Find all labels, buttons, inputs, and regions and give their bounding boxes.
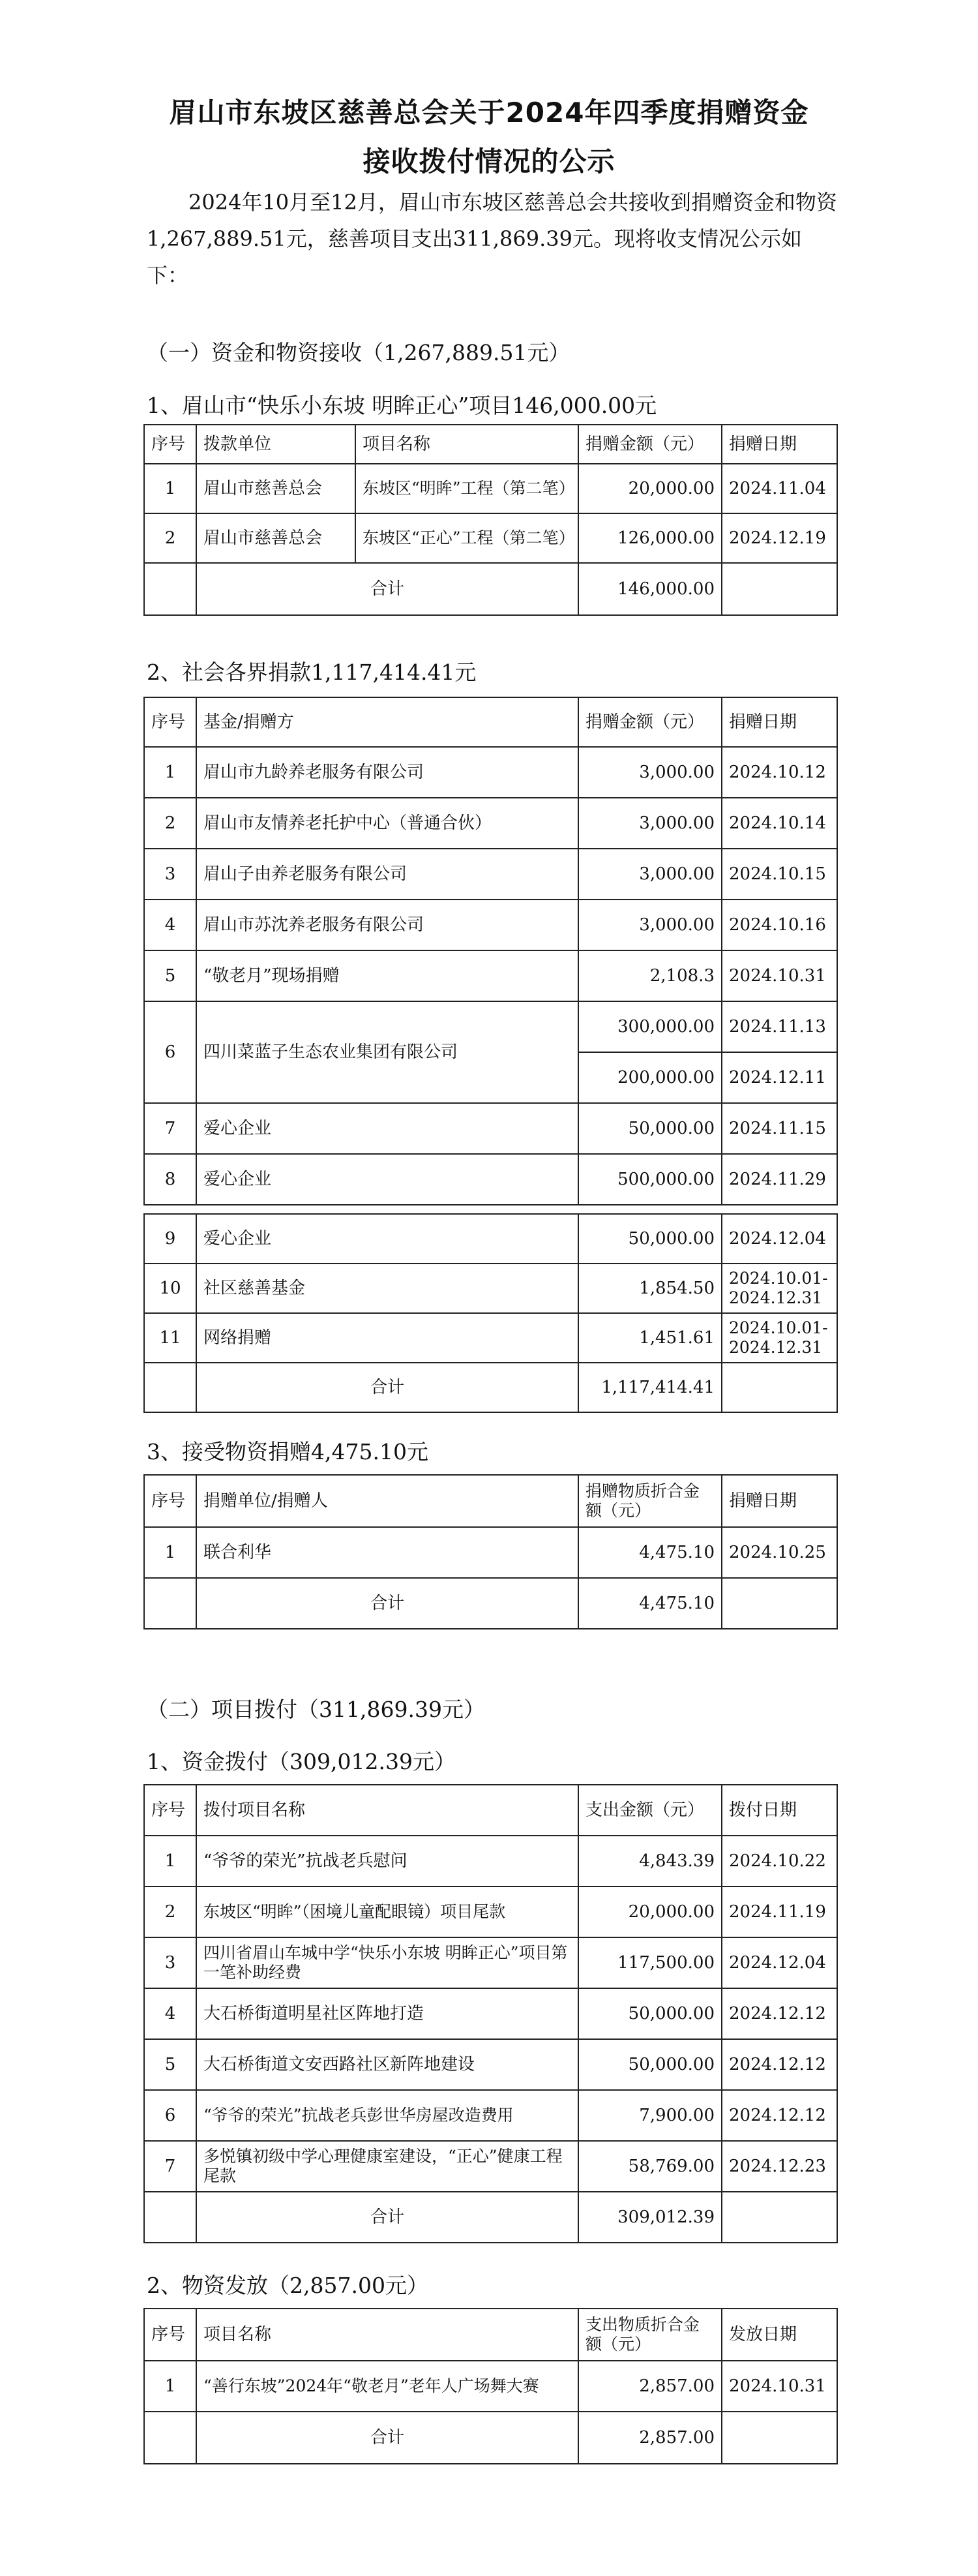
total-label: 合计 — [196, 1578, 578, 1629]
table-header-row — [144, 1785, 837, 1836]
donor-name: “敬老月”现场捐赠 — [196, 950, 578, 1001]
disbursement-date: 2024.12.12 — [722, 1988, 837, 2039]
header-cell: 支出物质折合金额（元） — [578, 2309, 722, 2361]
donor-name: 联合利华 — [196, 1527, 578, 1578]
table-header-row — [144, 1475, 837, 1527]
row-number: 9 — [144, 1214, 196, 1264]
expense-amount: 20,000.00 — [578, 1887, 722, 1937]
row-number: 1 — [144, 747, 196, 798]
funding-unit: 眉山市慈善总会 — [196, 464, 355, 513]
project-name: 东坡区“明眸”工程（第二笔） — [355, 464, 578, 513]
public-donations-table — [143, 697, 838, 1205]
donation-amount: 200,000.00 — [578, 1052, 722, 1103]
disbursement-date: 2024.12.12 — [722, 2090, 837, 2141]
total-row — [144, 2412, 837, 2464]
donation-amount: 20,000.00 — [578, 464, 722, 513]
fund-disbursement-table — [143, 1784, 838, 2243]
intro-paragraph: 2024年10月至12月，眉山市东坡区慈善总会共接收到捐赠资金和物资1,267,889.51元，慈善项目支出311,869.39元。现将收支情况公示如下： — [147, 190, 837, 288]
table-row — [144, 1988, 837, 2039]
material-distribution-table — [143, 2308, 838, 2464]
row-number: 8 — [144, 1154, 196, 1205]
row-number: 3 — [144, 849, 196, 900]
disbursement-project: “爷爷的荣光”抗战老兵彭世华房屋改造费用 — [196, 2090, 578, 2141]
total-label: 合计 — [196, 2192, 578, 2243]
row-number: 5 — [144, 2039, 196, 2090]
project-funding-table — [143, 424, 838, 616]
donation-date: 2024.11.04 — [722, 464, 837, 513]
distribution-date: 2024.10.31 — [722, 2361, 837, 2412]
donor-name: 四川菜蓝子生态农业集团有限公司 — [196, 1001, 578, 1103]
header-cell: 捐赠物质折合金额（元） — [578, 1475, 722, 1527]
header-cell: 捐赠日期 — [722, 697, 837, 747]
table-row — [144, 1836, 837, 1887]
table-header-row — [144, 425, 837, 464]
row-number: 2 — [144, 798, 196, 849]
donation-date: 2024.10.01-2024.12.31 — [722, 1313, 837, 1363]
header-cell: 序号 — [144, 425, 196, 464]
donation-date: 2024.12.11 — [722, 1052, 837, 1103]
row-number: 11 — [144, 1313, 196, 1363]
header-cell: 捐赠金额（元） — [578, 697, 722, 747]
funding-unit: 眉山市慈善总会 — [196, 513, 355, 563]
total-row — [144, 1363, 837, 1412]
row-number: 1 — [144, 2361, 196, 2412]
donation-amount: 300,000.00 — [578, 1001, 722, 1052]
donation-date: 2024.11.29 — [722, 1154, 837, 1205]
donation-amount: 126,000.00 — [578, 513, 722, 563]
row-number: 10 — [144, 1264, 196, 1313]
table-row — [144, 1527, 837, 1578]
disbursement-date: 2024.12.04 — [722, 1937, 837, 1988]
total-amount: 1,117,414.41 — [578, 1363, 722, 1412]
expense-amount: 7,900.00 — [578, 2090, 722, 2141]
project-name: “善行东坡”2024年“敬老月”老年人广场舞大赛 — [196, 2361, 578, 2412]
table-header-row — [144, 697, 837, 747]
table-row — [144, 900, 837, 950]
donation-amount: 50,000.00 — [578, 1103, 722, 1154]
disbursement-date: 2024.10.22 — [722, 1836, 837, 1887]
donation-amount: 2,108.3 — [578, 950, 722, 1001]
row-number: 7 — [144, 2141, 196, 2192]
disbursement-project: 东坡区“明眸”（困境儿童配眼镜）项目尾款 — [196, 1887, 578, 1937]
donor-name: 网络捐赠 — [196, 1313, 578, 1363]
donation-date: 2024.10.25 — [722, 1527, 837, 1578]
donation-amount: 500,000.00 — [578, 1154, 722, 1205]
donor-name: 爱心企业 — [196, 1154, 578, 1205]
header-cell: 捐赠日期 — [722, 1475, 837, 1527]
header-cell: 基金/捐赠方 — [196, 697, 578, 747]
donation-amount: 3,000.00 — [578, 849, 722, 900]
row-number: 1 — [144, 1836, 196, 1887]
total-row — [144, 563, 837, 615]
donation-date: 2024.10.12 — [722, 747, 837, 798]
header-cell: 序号 — [144, 1475, 196, 1527]
table-row — [144, 1214, 837, 1264]
disbursement-date: 2024.12.12 — [722, 2039, 837, 2090]
table-header-row — [144, 2309, 837, 2361]
disbursement-project: “爷爷的荣光”抗战老兵慰问 — [196, 1836, 578, 1887]
expense-amount: 117,500.00 — [578, 1937, 722, 1988]
table-row — [144, 2090, 837, 2141]
donation-date: 2024.10.15 — [722, 849, 837, 900]
header-cell: 序号 — [144, 1785, 196, 1836]
section-1-sub-2-heading: 2、社会各界捐款1,117,414.41元 — [147, 659, 477, 685]
section-1-heading: （一）资金和物资接收（1,267,889.51元） — [147, 340, 570, 365]
table-row — [144, 1887, 837, 1937]
header-cell: 发放日期 — [722, 2309, 837, 2361]
project-name: 东坡区“正心”工程（第二笔） — [355, 513, 578, 563]
in-kind-donations-table — [143, 1474, 838, 1629]
donation-amount: 1,451.61 — [578, 1313, 722, 1363]
public-donations-table-continued — [143, 1213, 838, 1413]
table-row — [144, 1937, 837, 1988]
total-amount: 2,857.00 — [578, 2412, 722, 2464]
table-row — [144, 1001, 837, 1052]
total-amount: 4,475.10 — [578, 1578, 722, 1629]
donor-name: 爱心企业 — [196, 1214, 578, 1264]
header-cell: 拨款单位 — [196, 425, 355, 464]
donation-amount: 3,000.00 — [578, 900, 722, 950]
section-2-heading: （二）项目拨付（311,869.39元） — [147, 1697, 485, 1722]
expense-amount: 50,000.00 — [578, 2039, 722, 2090]
row-number: 3 — [144, 1937, 196, 1988]
table-row — [144, 1313, 837, 1363]
total-row — [144, 1578, 837, 1629]
donation-date: 2024.12.04 — [722, 1214, 837, 1264]
row-number: 7 — [144, 1103, 196, 1154]
donor-name: 眉山市九龄养老服务有限公司 — [196, 747, 578, 798]
donor-name: 眉山子由养老服务有限公司 — [196, 849, 578, 900]
table-row — [144, 2141, 837, 2192]
donation-amount: 4,475.10 — [578, 1527, 722, 1578]
expense-amount: 50,000.00 — [578, 1988, 722, 2039]
donation-amount: 3,000.00 — [578, 798, 722, 849]
donor-name: 社区慈善基金 — [196, 1264, 578, 1313]
donation-date: 2024.11.13 — [722, 1001, 837, 1052]
disbursement-project: 大石桥街道文安西路社区新阵地建设 — [196, 2039, 578, 2090]
section-1-sub-3-heading: 3、接受物资捐赠4,475.10元 — [147, 1439, 428, 1464]
header-cell: 项目名称 — [355, 425, 578, 464]
disbursement-project: 大石桥街道明星社区阵地打造 — [196, 1988, 578, 2039]
table-row — [144, 798, 837, 849]
donation-date: 2024.12.19 — [722, 513, 837, 563]
header-cell: 捐赠单位/捐赠人 — [196, 1475, 578, 1527]
donation-date: 2024.11.15 — [722, 1103, 837, 1154]
total-amount: 309,012.39 — [578, 2192, 722, 2243]
header-cell: 拨付日期 — [722, 1785, 837, 1836]
row-number: 1 — [144, 464, 196, 513]
row-number: 2 — [144, 513, 196, 563]
row-number: 1 — [144, 1527, 196, 1578]
table-row — [144, 1154, 837, 1205]
total-label: 合计 — [196, 2412, 578, 2464]
header-cell: 捐赠日期 — [722, 425, 837, 464]
disbursement-project: 多悦镇初级中学心理健康室建设，“正心”健康工程尾款 — [196, 2141, 578, 2192]
row-number: 4 — [144, 1988, 196, 2039]
donation-date: 2024.10.16 — [722, 900, 837, 950]
donation-amount: 1,854.50 — [578, 1264, 722, 1313]
donation-amount: 3,000.00 — [578, 747, 722, 798]
disbursement-date: 2024.12.23 — [722, 2141, 837, 2192]
row-number: 6 — [144, 2090, 196, 2141]
table-row — [144, 849, 837, 900]
header-cell: 捐赠金额（元） — [578, 425, 722, 464]
donation-date: 2024.10.31 — [722, 950, 837, 1001]
disbursement-date: 2024.11.19 — [722, 1887, 837, 1937]
header-cell: 序号 — [144, 697, 196, 747]
disbursement-project: 四川省眉山车城中学“快乐小东坡 明眸正心”项目第一笔补助经费 — [196, 1937, 578, 1988]
section-2-sub-2-heading: 2、物资发放（2,857.00元） — [147, 2273, 428, 2298]
row-number: 2 — [144, 1887, 196, 1937]
total-row — [144, 2192, 837, 2243]
table-row — [144, 2039, 837, 2090]
row-number: 4 — [144, 900, 196, 950]
document-title-line-1: 眉山市东坡区慈善总会关于2024年四季度捐赠资金 — [169, 97, 809, 129]
total-label: 合计 — [196, 1363, 578, 1412]
table-row — [144, 464, 837, 513]
section-1-sub-1-heading: 1、眉山市“快乐小东坡 明眸正心”项目146,000.00元 — [147, 393, 657, 418]
table-row — [144, 2361, 837, 2412]
header-cell: 项目名称 — [196, 2309, 578, 2361]
row-number: 5 — [144, 950, 196, 1001]
total-label: 合计 — [196, 563, 578, 615]
expense-amount: 4,843.39 — [578, 1836, 722, 1887]
table-row — [144, 950, 837, 1001]
section-2-sub-1-heading: 1、资金拨付（309,012.39元） — [147, 1749, 456, 1774]
donation-date: 2024.10.01-2024.12.31 — [722, 1264, 837, 1313]
total-amount: 146,000.00 — [578, 563, 722, 615]
header-cell: 序号 — [144, 2309, 196, 2361]
expense-amount: 58,769.00 — [578, 2141, 722, 2192]
header-cell: 支出金额（元） — [578, 1785, 722, 1836]
donor-name: 眉山市友情养老托护中心（普通合伙） — [196, 798, 578, 849]
donor-name: 眉山市苏沈养老服务有限公司 — [196, 900, 578, 950]
row-number: 6 — [144, 1001, 196, 1103]
table-row — [144, 1103, 837, 1154]
header-cell: 拨付项目名称 — [196, 1785, 578, 1836]
donor-name: 爱心企业 — [196, 1103, 578, 1154]
table-row — [144, 1264, 837, 1313]
table-row — [144, 747, 837, 798]
expense-amount: 2,857.00 — [578, 2361, 722, 2412]
document-title-line-2: 接收拨付情况的公示 — [363, 145, 615, 177]
table-row — [144, 513, 837, 563]
donation-amount: 50,000.00 — [578, 1214, 722, 1264]
donation-date: 2024.10.14 — [722, 798, 837, 849]
